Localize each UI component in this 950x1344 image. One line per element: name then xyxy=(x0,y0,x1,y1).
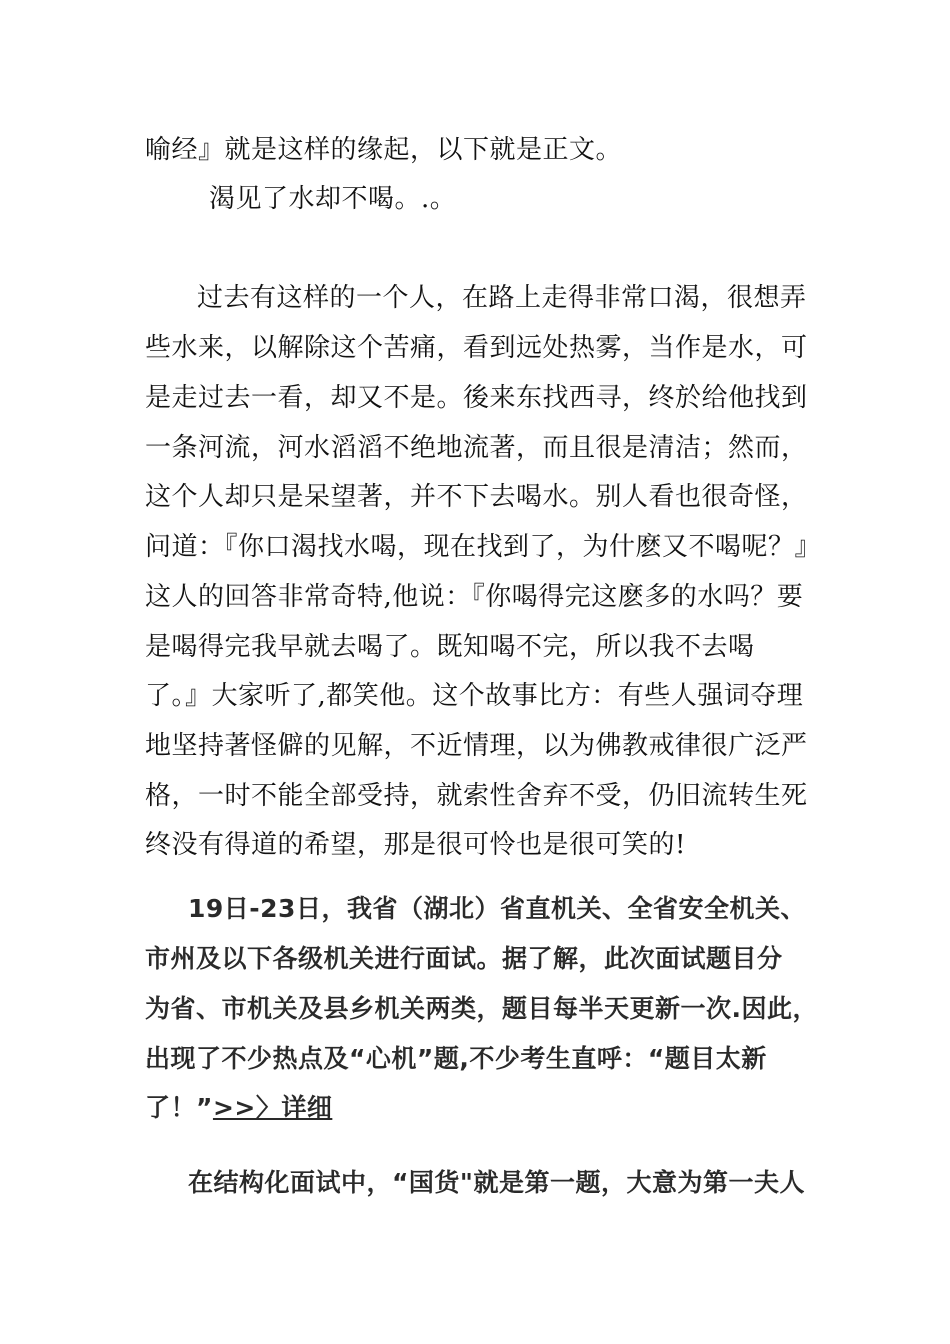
story-line: 是走过去一看，却又不是。後来东找西寻，终於给他找到 xyxy=(145,383,808,413)
story-line: 一条河流，河水滔滔不绝地流著，而且很是清洁；然而， xyxy=(145,433,808,463)
news-line: 市州及以下各级机关进行面试。据了解，此次面试题目分 xyxy=(145,944,783,973)
closing-line: 在结构化面试中，“国货"就是第一题，大意为第一夫人 xyxy=(188,1168,805,1197)
detail-link[interactable]: >>〉详细 xyxy=(212,1093,333,1122)
story-line: 了。』大家听了,都笑他。这个故事比方：有些人强词夺理 xyxy=(145,681,804,711)
news-line: 出现了不少热点及“心机”题,不少考生直呼：“题目太新 xyxy=(145,1044,767,1073)
news-last-line xyxy=(145,1088,332,1128)
story-line: 问道：『你口渴找水喝，现在找到了，为什麽又不喝呢？』 xyxy=(145,532,822,562)
story-line: 地坚持著怪僻的见解，不近情理，以为佛教戒律很广泛严 xyxy=(145,731,808,761)
story-line: 过去有这样的一个人，在路上走得非常口渴，很想弄 xyxy=(197,283,807,313)
story-line: 些水来，以解除这个苦痛，看到远处热雾，当作是水，可 xyxy=(145,333,808,363)
story-line: 是喝得完我早就去喝了。既知喝不完，所以我不去喝 xyxy=(145,632,755,662)
news-line-end: 了！” xyxy=(145,1093,213,1122)
intro-line: 喻经』就是这样的缘起，以下就是正文。 xyxy=(145,135,623,165)
news-line: 为省、市机关及县乡机关两类，题目每半天更新一次.因此， xyxy=(145,994,818,1023)
story-line: 这人的回答非常奇特,他说：『你喝得完这麽多的水吗？要 xyxy=(145,582,804,612)
story-line: 格，一时不能全部受持，就索性舍弃不受，仍旧流转生死 xyxy=(145,781,808,811)
story-line: 终没有得道的希望，那是很可怜也是很可笑的! xyxy=(145,830,686,860)
news-line: 19日-23日，我省（湖北）省直机关、全省安全机关、 xyxy=(188,894,806,923)
story-line: 这个人却只是呆望著，并不下去喝水。别人看也很奇怪， xyxy=(145,482,808,512)
story-title: 渴见了水却不喝。.。 xyxy=(209,184,457,214)
